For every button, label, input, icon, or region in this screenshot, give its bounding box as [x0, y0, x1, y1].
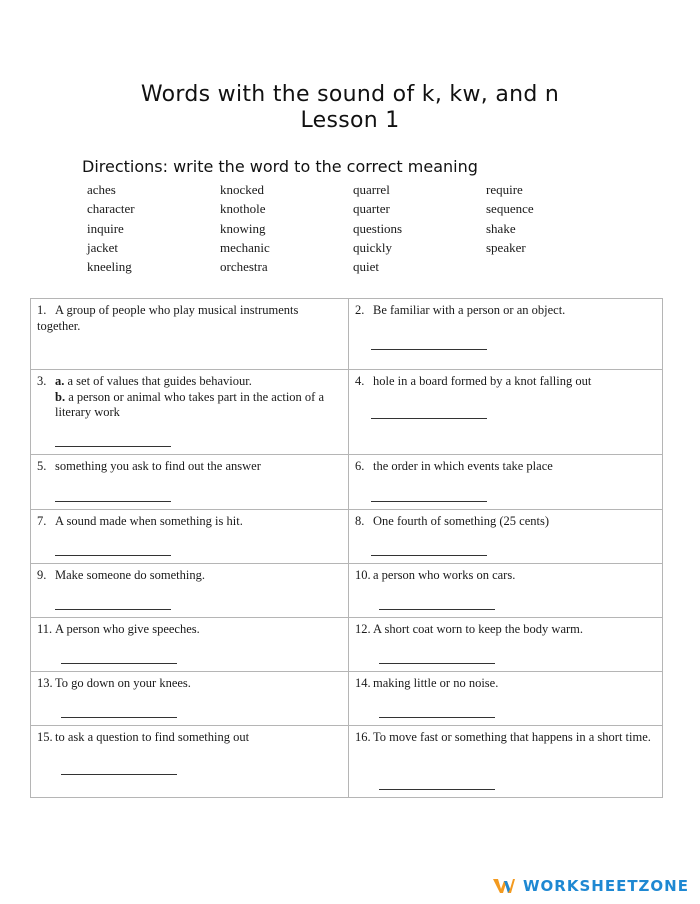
- part-b-text: a person or animal who takes part in the action of a literary work: [55, 389, 325, 419]
- table-row: [31, 618, 663, 672]
- question-number: 4.: [355, 374, 365, 388]
- question-cell: [349, 510, 663, 564]
- word-bank-item: quarter: [353, 201, 390, 217]
- question-cell: [349, 672, 663, 726]
- question-number: 5.: [37, 459, 47, 473]
- table-row: [31, 510, 663, 564]
- word-bank-item: jacket: [87, 239, 119, 255]
- table-row: [31, 370, 663, 455]
- question-text: hole in a board formed by a knot falling out: [373, 374, 592, 388]
- question-number: 15.: [37, 730, 53, 744]
- question-text: A short coat worn to keep the body warm.: [373, 622, 584, 636]
- question-cell: [31, 455, 349, 510]
- answer-blank[interactable]: [55, 445, 171, 447]
- word-bank-item: kneeling: [87, 259, 132, 275]
- word-bank-item: quiet: [353, 259, 379, 275]
- word-bank-item: quickly: [353, 239, 392, 255]
- answer-blank[interactable]: [379, 716, 495, 718]
- question-number: 7.: [37, 514, 47, 528]
- question-text: the order in which events take place: [373, 459, 553, 473]
- answer-blank[interactable]: [55, 500, 171, 502]
- question-text: making little or no noise.: [373, 676, 499, 690]
- question-number: 8.: [355, 514, 365, 528]
- question-cell: [349, 455, 663, 510]
- question-text: A person who give speeches.: [55, 622, 200, 636]
- answer-blank[interactable]: [371, 554, 487, 556]
- question-text: something you ask to find out the answer: [55, 459, 261, 473]
- question-text: Be familiar with a person or an object.: [373, 303, 566, 317]
- table-row: [31, 455, 663, 510]
- question-cell: [31, 726, 349, 798]
- table-row: [31, 299, 663, 370]
- word-bank-item: quarrel: [353, 182, 390, 197]
- question-cell: [349, 299, 663, 370]
- word-bank-item: require: [486, 182, 523, 197]
- question-text: A sound made when something is hit.: [55, 514, 243, 528]
- question-text: Make someone do something.: [55, 568, 205, 582]
- question-cell: [31, 510, 349, 564]
- question-text: To move fast or something that happens in a short time.: [373, 730, 651, 744]
- lesson-label: Lesson 1: [300, 108, 400, 133]
- directions-text: Directions: write the word to the correct meaning: [82, 157, 478, 176]
- questions-table: [30, 298, 663, 798]
- question-cell: [31, 370, 349, 455]
- answer-blank[interactable]: [61, 716, 177, 718]
- question-number: 2.: [355, 303, 365, 317]
- worksheet-title: Words with the sound of k, kw, and n: [140, 82, 560, 107]
- question-number: 13.: [37, 676, 53, 690]
- word-bank-item: knocked: [220, 182, 265, 197]
- table-row: [31, 564, 663, 618]
- part-a-label: a.: [55, 374, 65, 388]
- question-number: 6.: [355, 459, 365, 473]
- part-a-text: a set of values that guides behaviour.: [67, 374, 252, 388]
- question-cell: [349, 564, 663, 618]
- answer-blank[interactable]: [371, 348, 487, 350]
- question-cell: [31, 672, 349, 726]
- word-bank-item: speaker: [486, 239, 526, 255]
- answer-blank[interactable]: [61, 773, 177, 775]
- question-number: 12.: [355, 622, 371, 636]
- answer-blank[interactable]: [371, 500, 487, 502]
- word-bank-item: knowing: [220, 220, 266, 236]
- answer-blank[interactable]: [379, 608, 495, 610]
- table-row: [31, 726, 663, 798]
- word-bank-item: inquire: [87, 220, 124, 236]
- word-bank-item: knothole: [220, 201, 266, 217]
- table-row: [31, 672, 663, 726]
- question-text: A group of people who play musical instruments together.: [37, 303, 299, 333]
- part-b-label: b.: [55, 389, 66, 404]
- logo-text: WORKSHEETZONE: [523, 877, 689, 895]
- question-text: to ask a question to find something out: [55, 730, 250, 744]
- word-bank-item: [486, 259, 619, 278]
- question-number: 16.: [355, 730, 371, 744]
- answer-blank[interactable]: [61, 662, 177, 664]
- word-bank: [87, 182, 647, 278]
- question-number: 9.: [37, 568, 47, 582]
- question-text: One fourth of something (25 cents): [373, 514, 550, 528]
- question-number: 10.: [355, 568, 371, 582]
- question-number: 11.: [37, 622, 53, 636]
- question-cell: [349, 726, 663, 798]
- question-text: a person who works on cars.: [373, 568, 516, 582]
- word-bank-item: questions: [353, 220, 403, 236]
- answer-blank[interactable]: [379, 788, 495, 790]
- question-cell: [31, 299, 349, 370]
- question-cell: [349, 370, 663, 455]
- word-bank-item: mechanic: [220, 239, 270, 255]
- worksheetzone-w-icon: [493, 877, 515, 895]
- question-number: 3.: [37, 374, 47, 388]
- answer-blank[interactable]: [371, 417, 487, 419]
- question-number: 1.: [37, 303, 47, 317]
- worksheetzone-logo[interactable]: [493, 877, 689, 895]
- answer-blank[interactable]: [55, 608, 171, 610]
- question-text: To go down on your knees.: [55, 676, 191, 690]
- word-bank-item: aches: [87, 182, 116, 197]
- question-cell: [349, 618, 663, 672]
- answer-blank[interactable]: [55, 554, 171, 556]
- question-number: 14.: [355, 676, 371, 690]
- word-bank-item: shake: [486, 220, 516, 236]
- answer-blank[interactable]: [379, 662, 495, 664]
- question-cell: [31, 564, 349, 618]
- word-bank-item: sequence: [486, 201, 534, 217]
- word-bank-item: orchestra: [220, 259, 268, 275]
- word-bank-item: character: [87, 201, 135, 217]
- question-cell: [31, 618, 349, 672]
